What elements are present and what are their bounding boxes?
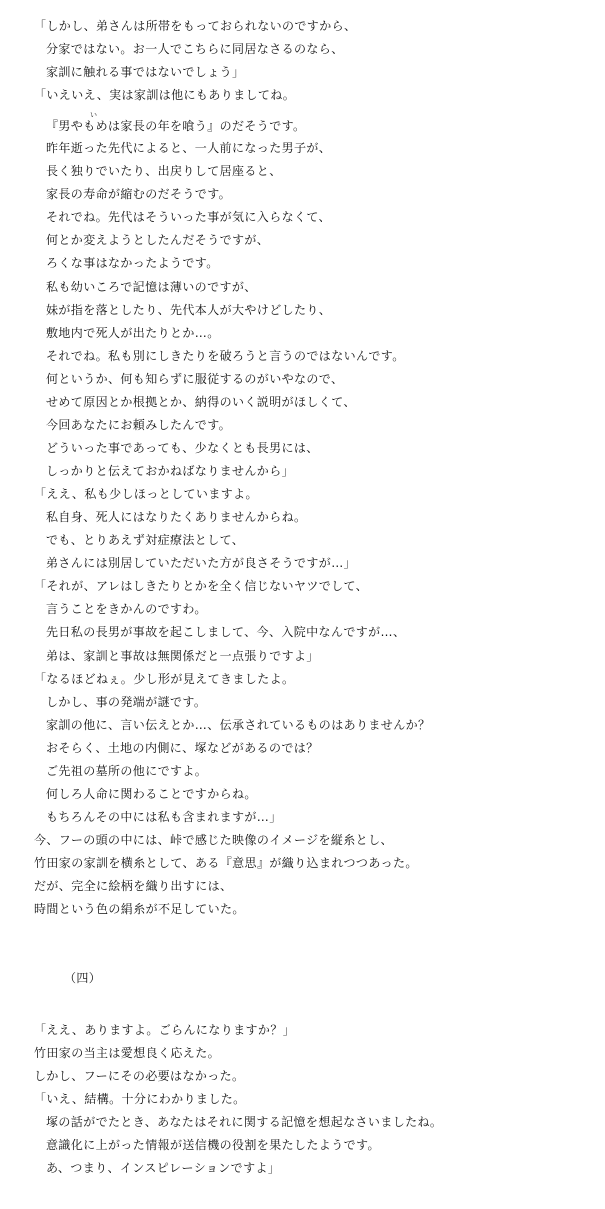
text-line: 何しろ人命に関わることですからね。 xyxy=(46,787,257,801)
text-line: 家長の寿命が縮むのだそうです。 xyxy=(46,187,232,201)
text-line: せめて原因とか根拠とか、納得のいく説明がほしくて、 xyxy=(46,395,356,409)
text-line: 竹田家の家訓を横糸として、ある『意思』が織り込まれつつあった。 xyxy=(34,856,418,870)
text-line: あ、つまり、インスピレーションですよ」 xyxy=(46,1161,281,1175)
text-line: 先日私の長男が事故を起こしまして、今、入院中なんですが…、 xyxy=(46,625,406,639)
text-line: 意識化に上がった情報が送信機の役割を果たしたようです。 xyxy=(46,1138,380,1152)
text-line: 今、フーの頭の中には、峠で感じた映像のイメージを縦糸とし、 xyxy=(34,833,393,847)
text-line: 「なるほどねぇ。少し形が見えてきましたよ。 xyxy=(34,672,295,686)
text-line: 「ええ、私も少しほっとしていますよ。 xyxy=(34,487,258,501)
ruby-annotation: い xyxy=(90,111,97,119)
text-line: 家訓に触れる事ではないでしょう」 xyxy=(46,65,245,79)
text-line: 家訓の他に、言い伝えとか…、伝承されているものはありませんか？ xyxy=(46,718,431,732)
text-line: 「しかし、弟さんは所帯をもっておられないのですから、 xyxy=(34,19,357,33)
text-line: 私も幼いころで記憶は薄いのですが、 xyxy=(46,280,257,294)
text-line: ご先祖の墓所の他にですよ。 xyxy=(46,764,208,778)
text-line: 何とか変えようとしたんだそうですが、 xyxy=(46,233,270,247)
text-line: 「ええ、ありますよ。ごらんになりますか？」 xyxy=(34,1023,296,1037)
text-line: 妹が指を落としたり、先代本人が大やけどしたり、 xyxy=(46,303,332,317)
text-line: 「それが、アレはしきたりとかを全く信じないヤツでして、 xyxy=(34,579,369,593)
text-line: 竹田家の当主は愛想良く応えた。 xyxy=(34,1046,221,1060)
text-line: おそらく、土地の内側に、塚などがあるのでは？ xyxy=(46,741,319,755)
text-line: だが、完全に絵柄を織り出すには、 xyxy=(34,879,233,893)
text-line: 「いえいえ、実は家訓は他にもありましてね。 xyxy=(34,88,296,102)
text-line: ろくな事はなかったようです。 xyxy=(46,256,219,270)
text-line: でも、とりあえず対症療法として、 xyxy=(46,533,245,547)
text-line: 私自身、死人にはなりたくありませんからね。 xyxy=(46,510,307,524)
text-line: どういった事であっても、少なくとも長男には、 xyxy=(46,441,319,455)
text-line: 時間という色の絹糸が不足していた。 xyxy=(34,902,245,916)
text-line: 分家ではない。お一人でこちらに同居なさるのなら、 xyxy=(46,42,344,56)
text-line: しっかりと伝えておかねばなりませんから」 xyxy=(46,464,295,478)
text-line: もちろんその中には私も含まれますが…」 xyxy=(46,810,282,824)
text-line: それでね。先代はそういった事が気に入らなくて、 xyxy=(46,210,331,224)
text-line: 敷地内で死人が出たりとか…。 xyxy=(46,326,220,340)
text-line: 今回あなたにお頼みしたんです。 xyxy=(46,418,232,432)
text-line: 昨年逝った先代によると、一人前になった男子が、 xyxy=(46,141,332,155)
text-line: 塚の話がでたとき、あなたはそれに関する記憶を想起なさいましたね。 xyxy=(46,1115,443,1129)
text-line: 弟は、家訓と事故は無関係だと一点張りですよ」 xyxy=(46,649,319,663)
text-line: 言うことをきかんのですわ。 xyxy=(46,602,207,616)
text-line: 長く独りでいたり、出戻りして居座ると、 xyxy=(46,164,282,178)
text-line: 『男やもめは家長の年を喰う』のだそうです。 xyxy=(46,119,306,133)
text-line: 何というか、何も知らずに服従するのがいやなので、 xyxy=(46,372,344,386)
text-line: 弟さんには別居していただいた方が良さそうですが…」 xyxy=(46,556,357,570)
text-line: しかし、事の発端が謎です。 xyxy=(46,695,207,709)
text-line: それでね。私も別にしきたりを破ろうと言うのではないんです。 xyxy=(46,349,405,363)
text-line: しかし、フーにその必要はなかった。 xyxy=(34,1069,245,1083)
section-heading: （四） xyxy=(64,971,102,985)
text-line: 「いえ、結構。十分にわかりました。 xyxy=(34,1092,246,1106)
